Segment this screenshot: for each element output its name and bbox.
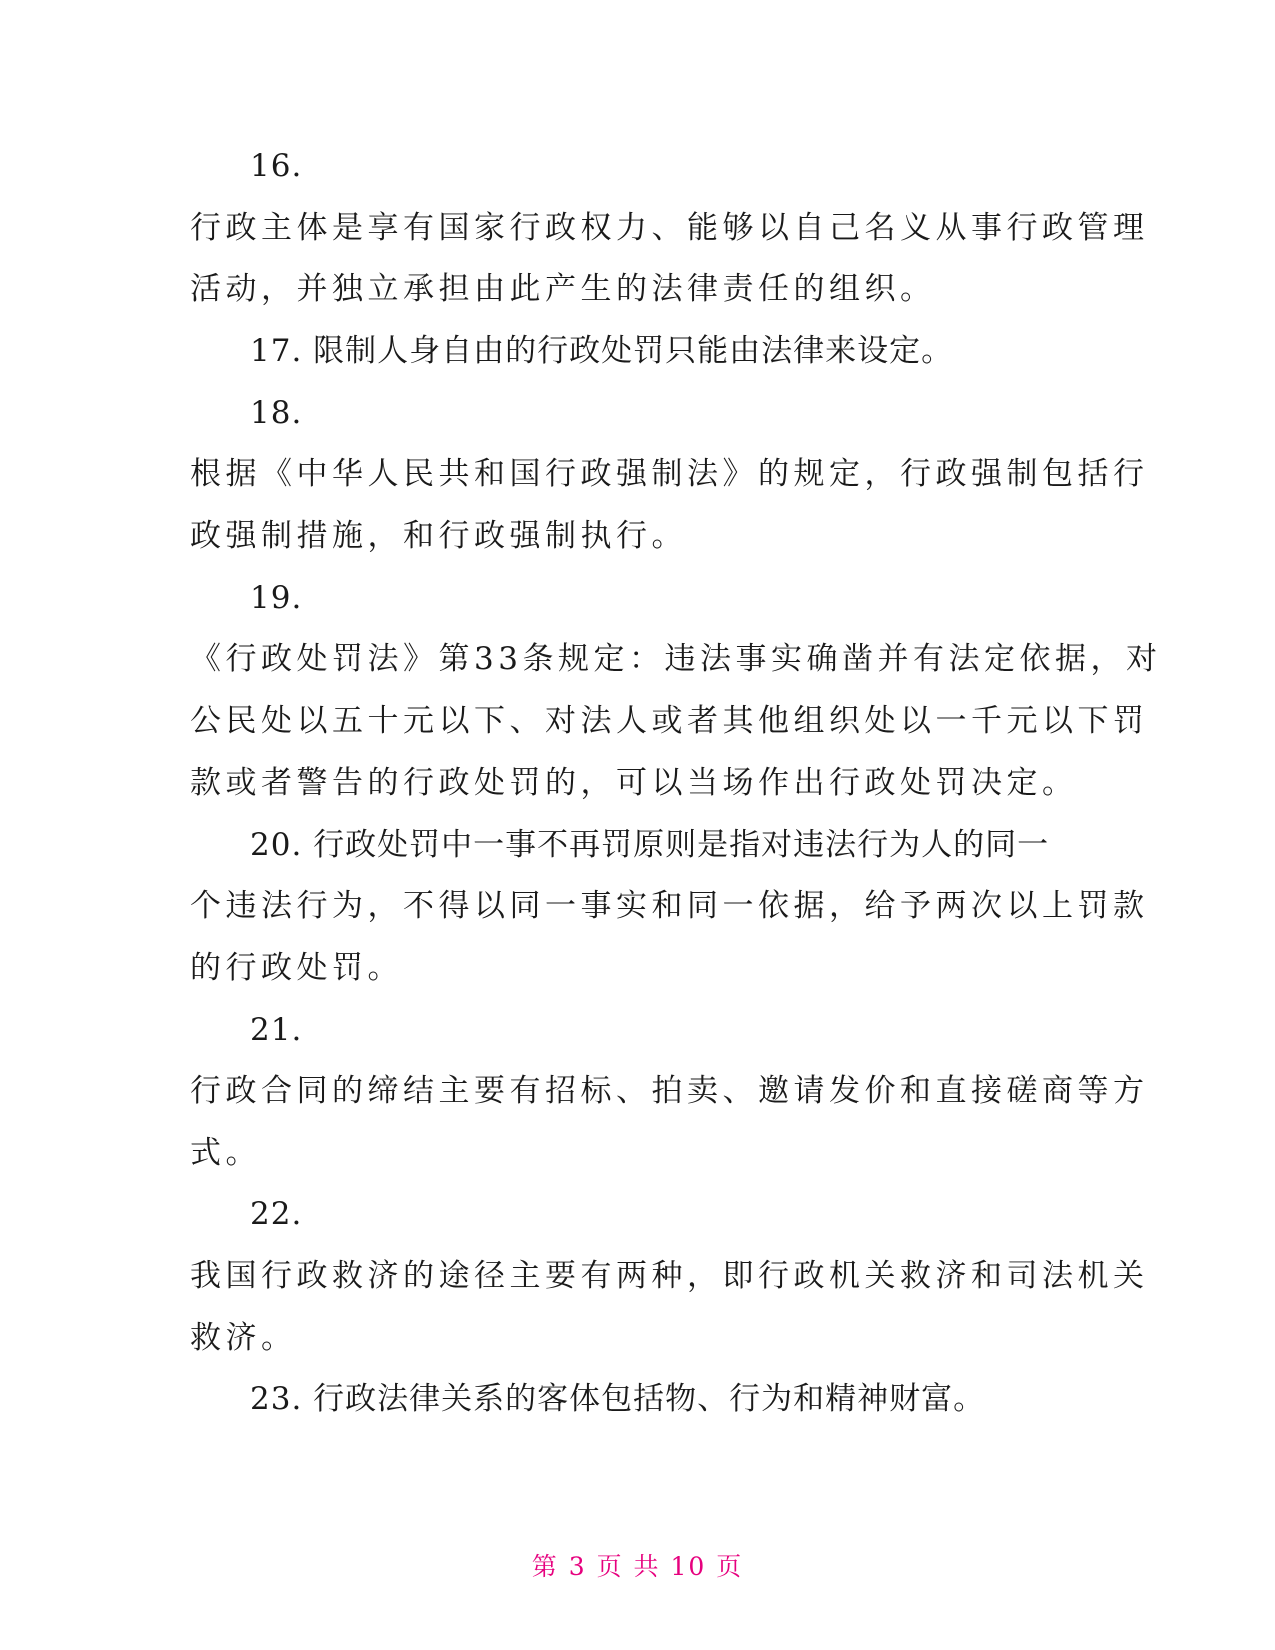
paragraph-line: 政强制措施，和行政强制执行。 — [190, 518, 687, 554]
paragraph-line: 款或者警告的行政处罚的，可以当场作出行政处罚决定。 — [190, 765, 1078, 801]
paragraph-line: 我国行政救济的途径主要有两种，即行政机关救济和司法机关 — [190, 1258, 1149, 1294]
paragraph-line: 行政合同的缔结主要有招标、拍卖、邀请发价和直接磋商等方 — [190, 1073, 1149, 1109]
item-number-21: 21. — [250, 1012, 303, 1048]
paragraph-line: 《行政处罚法》第33条规定：违法事实确凿并有法定依据，对 — [190, 641, 1162, 677]
item-23: 23. 行政法律关系的客体包括物、行为和精神财富。 — [250, 1381, 986, 1417]
item-number-19: 19. — [250, 580, 303, 616]
paragraph-line: 根据《中华人民共和国行政强制法》的规定，行政强制包括行 — [190, 456, 1149, 492]
paragraph-line: 式。 — [190, 1135, 261, 1171]
item-number-22: 22. — [250, 1196, 303, 1232]
paragraph-line: 公民处以五十元以下、对法人或者其他组织处以一千元以下罚 — [190, 703, 1149, 739]
paragraph-line: 的行政处罚。 — [190, 950, 403, 986]
item-number-16: 16. — [250, 148, 303, 184]
item-20: 20. 行政处罚中一事不再罚原则是指对违法行为人的同一 — [250, 827, 1050, 863]
paragraph-line: 个违法行为，不得以同一事实和同一依据，给予两次以上罚款 — [190, 888, 1149, 924]
page-footer: 第 3 页 共 10 页 — [531, 1552, 744, 1581]
paragraph-line: 行政主体是享有国家行政权力、能够以自己名义从事行政管理 — [190, 210, 1149, 246]
item-number-18: 18. — [250, 395, 303, 431]
paragraph-line: 救济。 — [190, 1320, 297, 1356]
paragraph-line: 活动，并独立承担由此产生的法律责任的组织。 — [190, 271, 936, 307]
item-17: 17. 限制人身自由的行政处罚只能由法律来设定。 — [250, 333, 954, 369]
